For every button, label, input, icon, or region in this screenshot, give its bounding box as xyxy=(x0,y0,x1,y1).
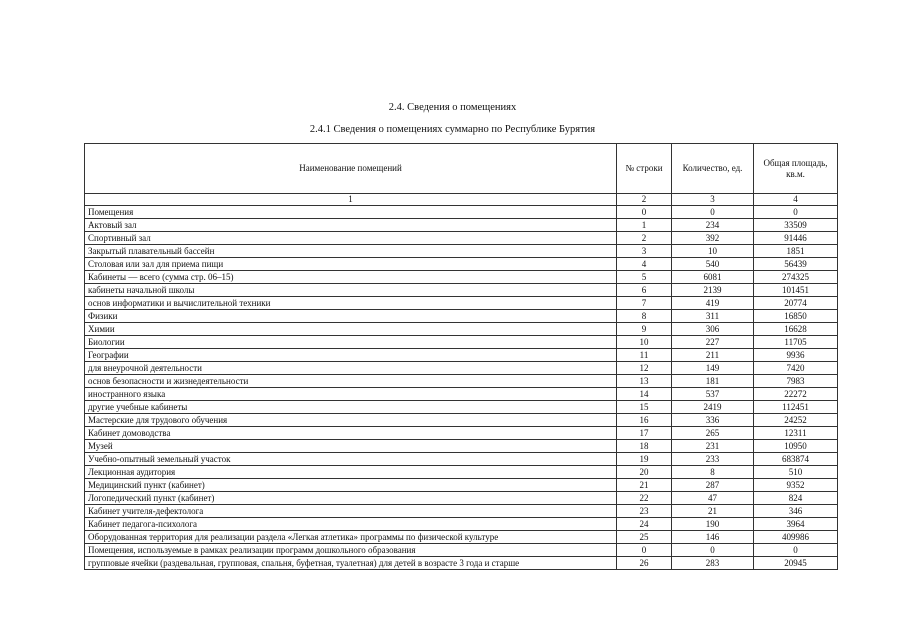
cell-row-no: 23 xyxy=(617,505,672,518)
cell-area: 16850 xyxy=(754,310,838,323)
cell-area: 7983 xyxy=(754,375,838,388)
cell-area: 10950 xyxy=(754,440,838,453)
table-row xyxy=(85,531,838,544)
cell-area: 409986 xyxy=(754,531,838,544)
cell-name: Оборудованная территория для реализации раздела «Легкая атлетика» программы по физической культуре xyxy=(85,531,617,544)
cell-name: Лекционная аудитория xyxy=(85,466,617,479)
table-row xyxy=(85,310,838,323)
cell-count: 231 xyxy=(672,440,754,453)
cell-count: 265 xyxy=(672,427,754,440)
table-row xyxy=(85,336,838,349)
cell-area: 91446 xyxy=(754,232,838,245)
cell-count: 540 xyxy=(672,258,754,271)
table-row xyxy=(85,258,838,271)
cell-name: Биологии xyxy=(85,336,617,349)
cell-row-no: 6 xyxy=(617,284,672,297)
cell-row-no: 3 xyxy=(617,245,672,258)
cell-count: 0 xyxy=(672,544,754,557)
cell-area: 20945 xyxy=(754,557,838,570)
cell-name: Химии xyxy=(85,323,617,336)
cell-name: Помещения, используемые в рамках реализации программ дошкольного образования xyxy=(85,544,617,557)
cell-area: 24252 xyxy=(754,414,838,427)
cell-row-no: 1 xyxy=(617,219,672,232)
column-number: 4 xyxy=(754,194,838,206)
table-row xyxy=(85,323,838,336)
cell-count: 0 xyxy=(672,206,754,219)
cell-area: 22272 xyxy=(754,388,838,401)
cell-area: 112451 xyxy=(754,401,838,414)
cell-count: 233 xyxy=(672,453,754,466)
table-row xyxy=(85,557,838,570)
cell-name: Кабинет домоводства xyxy=(85,427,617,440)
cell-count: 287 xyxy=(672,479,754,492)
cell-row-no: 2 xyxy=(617,232,672,245)
table-row xyxy=(85,232,838,245)
cell-name: Кабинет учителя-дефектолога xyxy=(85,505,617,518)
column-number: 2 xyxy=(617,194,672,206)
cell-name: Кабинет педагога-психолога xyxy=(85,518,617,531)
cell-area: 3964 xyxy=(754,518,838,531)
cell-name: Актовый зал xyxy=(85,219,617,232)
cell-count: 392 xyxy=(672,232,754,245)
table-row xyxy=(85,466,838,479)
premises-table xyxy=(84,143,838,570)
header-name: Наименование помещений xyxy=(85,144,617,194)
table-row xyxy=(85,362,838,375)
cell-row-no: 21 xyxy=(617,479,672,492)
table-row xyxy=(85,349,838,362)
cell-count: 146 xyxy=(672,531,754,544)
cell-row-no: 20 xyxy=(617,466,672,479)
subsection-title: 2.4.1 Сведения о помещениях суммарно по Республике Бурятия xyxy=(309,124,596,135)
cell-name: Помещения xyxy=(85,206,617,219)
cell-row-no: 16 xyxy=(617,414,672,427)
cell-row-no: 25 xyxy=(617,531,672,544)
cell-name: Мастерские для трудового обучения xyxy=(85,414,617,427)
table-row xyxy=(85,453,838,466)
cell-count: 149 xyxy=(672,362,754,375)
cell-count: 537 xyxy=(672,388,754,401)
cell-row-no: 0 xyxy=(617,544,672,557)
cell-count: 181 xyxy=(672,375,754,388)
cell-row-no: 15 xyxy=(617,401,672,414)
cell-area: 9936 xyxy=(754,349,838,362)
cell-count: 190 xyxy=(672,518,754,531)
header-row-no: № строки xyxy=(617,144,672,194)
cell-row-no: 22 xyxy=(617,492,672,505)
cell-name: Медицинский пункт (кабинет) xyxy=(85,479,617,492)
cell-area: 683874 xyxy=(754,453,838,466)
table-row xyxy=(85,479,838,492)
cell-name: групповые ячейки (раздевальная, групповая, спальня, буфетная, туалетная) для детей в возрасте 3 года и старше xyxy=(85,557,617,570)
cell-row-no: 13 xyxy=(617,375,672,388)
table-row xyxy=(85,284,838,297)
cell-row-no: 8 xyxy=(617,310,672,323)
cell-row-no: 7 xyxy=(617,297,672,310)
table-row xyxy=(85,375,838,388)
table-row xyxy=(85,492,838,505)
column-number: 1 xyxy=(85,194,617,206)
table-row xyxy=(85,388,838,401)
table-row xyxy=(85,414,838,427)
cell-area: 20774 xyxy=(754,297,838,310)
cell-row-no: 18 xyxy=(617,440,672,453)
table-row xyxy=(85,440,838,453)
cell-name: Музей xyxy=(85,440,617,453)
cell-count: 419 xyxy=(672,297,754,310)
cell-count: 227 xyxy=(672,336,754,349)
cell-name: другие учебные кабинеты xyxy=(85,401,617,414)
cell-row-no: 11 xyxy=(617,349,672,362)
cell-row-no: 4 xyxy=(617,258,672,271)
cell-row-no: 10 xyxy=(617,336,672,349)
table-row xyxy=(85,505,838,518)
cell-area: 9352 xyxy=(754,479,838,492)
table-row xyxy=(85,245,838,258)
cell-name: Логопедический пункт (кабинет) xyxy=(85,492,617,505)
cell-row-no: 12 xyxy=(617,362,672,375)
cell-area: 56439 xyxy=(754,258,838,271)
cell-row-no: 19 xyxy=(617,453,672,466)
cell-area: 1851 xyxy=(754,245,838,258)
table-row xyxy=(85,427,838,440)
cell-name: Столовая или зал для приема пищи xyxy=(85,258,617,271)
cell-count: 47 xyxy=(672,492,754,505)
cell-row-no: 0 xyxy=(617,206,672,219)
cell-row-no: 9 xyxy=(617,323,672,336)
cell-row-no: 14 xyxy=(617,388,672,401)
cell-count: 21 xyxy=(672,505,754,518)
column-number-row xyxy=(85,194,838,206)
cell-area: 101451 xyxy=(754,284,838,297)
header-area: Общая площадь, кв.м. xyxy=(754,144,838,194)
cell-area: 346 xyxy=(754,505,838,518)
cell-area: 824 xyxy=(754,492,838,505)
cell-area: 0 xyxy=(754,206,838,219)
table-row xyxy=(85,544,838,557)
cell-name: основ информатики и вычислительной техники xyxy=(85,297,617,310)
cell-count: 336 xyxy=(672,414,754,427)
cell-count: 2139 xyxy=(672,284,754,297)
cell-count: 311 xyxy=(672,310,754,323)
table-row xyxy=(85,401,838,414)
cell-name: Учебно-опытный земельный участок xyxy=(85,453,617,466)
cell-name: Спортивный зал xyxy=(85,232,617,245)
cell-name: Кабинеты — всего (сумма стр. 06–15) xyxy=(85,271,617,284)
cell-area: 12311 xyxy=(754,427,838,440)
cell-count: 10 xyxy=(672,245,754,258)
cell-area: 11705 xyxy=(754,336,838,349)
cell-name: для внеурочной деятельности xyxy=(85,362,617,375)
table-row xyxy=(85,206,838,219)
cell-row-no: 17 xyxy=(617,427,672,440)
table-row xyxy=(85,518,838,531)
cell-count: 8 xyxy=(672,466,754,479)
cell-area: 274325 xyxy=(754,271,838,284)
cell-name: основ безопасности и жизнедеятельности xyxy=(85,375,617,388)
cell-name: Физики xyxy=(85,310,617,323)
section-title: 2.4. Сведения о помещениях xyxy=(388,102,517,113)
table-row xyxy=(85,297,838,310)
cell-name: кабинеты начальной школы xyxy=(85,284,617,297)
column-number: 3 xyxy=(672,194,754,206)
cell-area: 510 xyxy=(754,466,838,479)
cell-count: 2419 xyxy=(672,401,754,414)
cell-area: 0 xyxy=(754,544,838,557)
cell-row-no: 26 xyxy=(617,557,672,570)
table-row xyxy=(85,271,838,284)
cell-name: Географии xyxy=(85,349,617,362)
cell-row-no: 24 xyxy=(617,518,672,531)
cell-count: 306 xyxy=(672,323,754,336)
cell-area: 33509 xyxy=(754,219,838,232)
cell-count: 211 xyxy=(672,349,754,362)
cell-name: иностранного языка xyxy=(85,388,617,401)
cell-row-no: 5 xyxy=(617,271,672,284)
cell-area: 16628 xyxy=(754,323,838,336)
cell-name: Закрытый плавательный бассейн xyxy=(85,245,617,258)
cell-area: 7420 xyxy=(754,362,838,375)
cell-count: 6081 xyxy=(672,271,754,284)
table-row xyxy=(85,219,838,232)
cell-count: 234 xyxy=(672,219,754,232)
cell-count: 283 xyxy=(672,557,754,570)
header-count: Количество, ед. xyxy=(672,144,754,194)
header-row xyxy=(85,144,838,194)
